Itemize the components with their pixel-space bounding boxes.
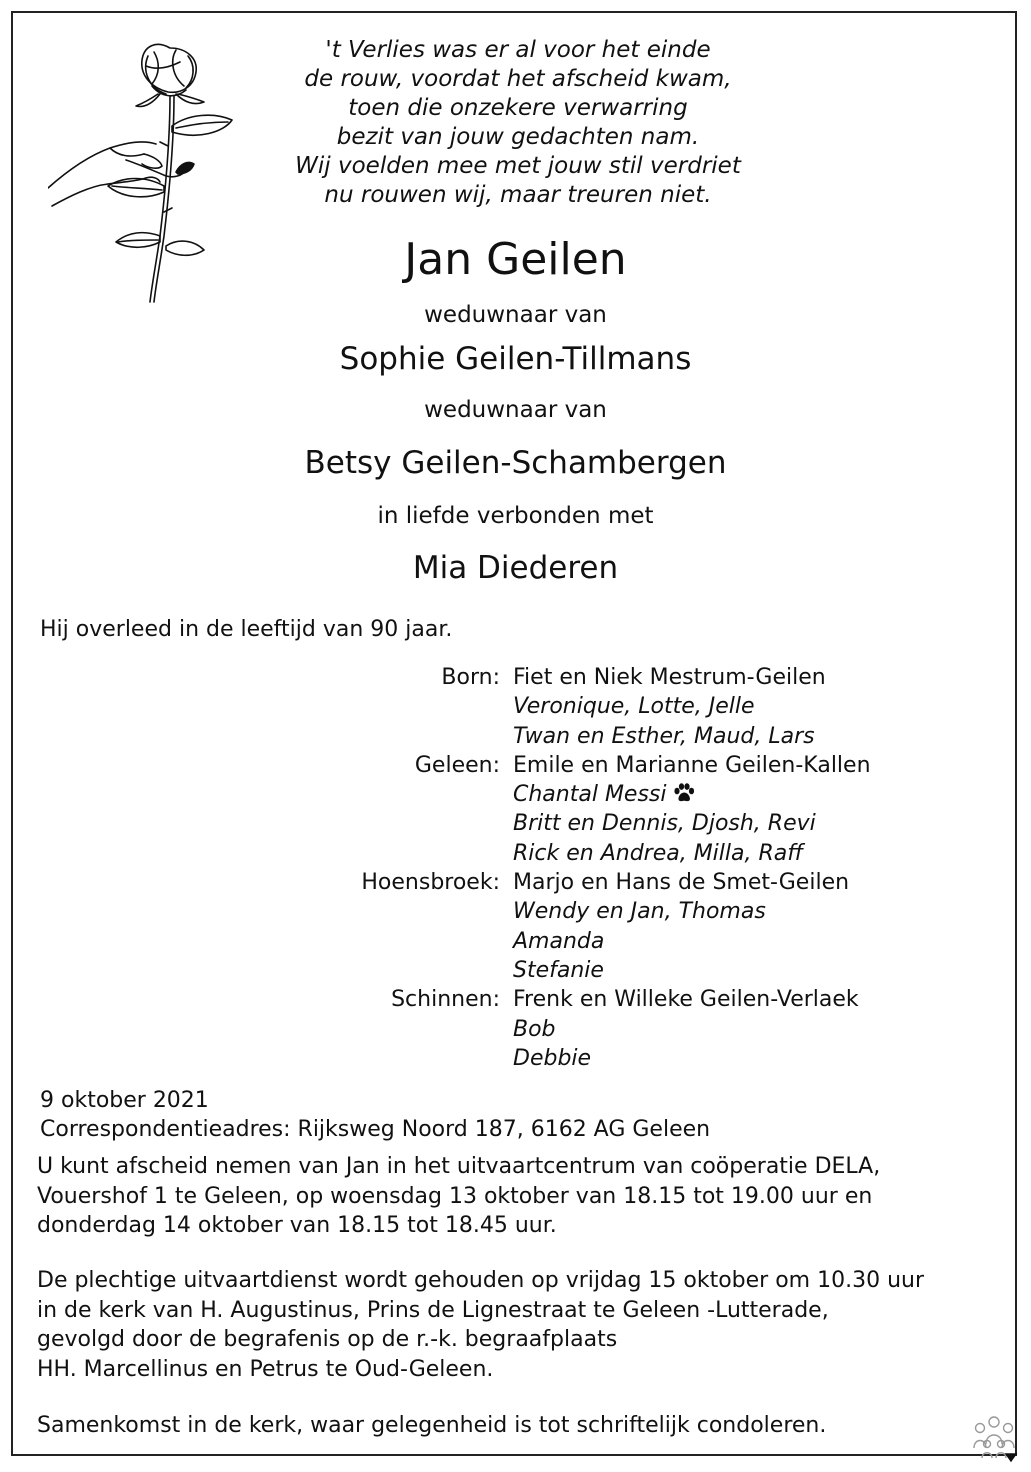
family-grandchildren: Veronique, Lotte, Jelle: [513, 694, 755, 720]
partner-name: Mia Diederen: [412, 550, 619, 586]
relation-label: weduwnaar van: [424, 397, 607, 423]
gathering-line: Samenkomst in de kerk, waar gelegenheid is tot schriftelijk condoleren.: [37, 1413, 827, 1438]
farewell-line: U kunt afscheid nemen van Jan in het uitvaartcentrum van coöperatie DELA,: [37, 1154, 881, 1179]
family-row: [0, 1044, 1031, 1073]
farewell-paragraph: [37, 1152, 1007, 1241]
service-line: in de kerk van H. Augustinus, Prins de Lignestraat te Geleen -Lutterade,: [37, 1297, 829, 1323]
family-row: [0, 692, 1031, 721]
poem-line: Wij voelden mee met jouw stil verdriet: [295, 153, 741, 179]
family-row: [0, 809, 1031, 838]
family-place: Schinnen:: [391, 987, 500, 1013]
relation-label: in liefde verbonden met: [377, 503, 654, 529]
family-grandchildren: [513, 780, 695, 809]
family-row: [0, 722, 1031, 751]
family-names: Emile en Marianne Geilen-Kallen: [513, 752, 871, 778]
family-row: [0, 956, 1031, 985]
family-list: [0, 663, 1031, 1073]
family-names: Fiet en Niek Mestrum-Geilen: [513, 665, 826, 690]
notice-date: 9 oktober 2021: [40, 1088, 209, 1113]
family-row: [0, 868, 1031, 897]
family-names: Marjo en Hans de Smet-Geilen: [513, 870, 850, 896]
gathering-paragraph: [37, 1411, 1007, 1441]
service-line: HH. Marcellinus en Petrus te Oud-Geleen.: [37, 1356, 494, 1382]
family-grandchildren: Wendy en Jan, Thomas: [513, 899, 766, 925]
family-grandchildren: Debbie: [513, 1045, 592, 1071]
partner-name: Betsy Geilen-Schambergen: [304, 445, 727, 481]
family-row: [0, 1015, 1031, 1044]
service-paragraph: [37, 1266, 1007, 1384]
poem-line: nu rouwen wij, maar treuren niet.: [324, 182, 712, 208]
poem: [268, 36, 768, 210]
family-names: Frenk en Willeke Geilen-Verlaek: [513, 987, 859, 1013]
family-grandchildren: Twan en Esther, Maud, Lars: [513, 723, 815, 749]
family-row: [0, 839, 1031, 868]
family-grandchildren: Amanda: [513, 928, 605, 954]
family-row: [0, 985, 1031, 1014]
poem-line: toen die onzekere verwarring: [348, 95, 688, 121]
farewell-line: donderdag 14 oktober van 18.15 tot 18.45 uur.: [37, 1213, 557, 1238]
family-row: [0, 751, 1031, 780]
correspondence-address: Correspondentieadres: Rijksweg Noord 187, 6162 AG Geleen: [40, 1117, 711, 1142]
family-place: Born:: [441, 665, 500, 690]
farewell-line: Vouershof 1 te Geleen, op woensdag 13 oktober van 18.15 tot 19.00 uur en: [37, 1183, 873, 1209]
grandchild-name: Chantal Messi: [513, 782, 667, 808]
service-line: gevolgd door de begrafenis op de r.-k. begraafplaats: [37, 1327, 618, 1352]
poem-line: bezit van jouw gedachten nam.: [336, 124, 700, 150]
family-grandchildren: Rick en Andrea, Milla, Raff: [513, 840, 804, 866]
paw-icon: [673, 783, 695, 803]
family-row: [0, 663, 1031, 692]
age-statement: Hij overleed in de leeftijd van 90 jaar.: [40, 617, 453, 642]
family-logo-icon: [970, 1414, 1018, 1464]
partner-name: Sophie Geilen-Tillmans: [339, 341, 692, 377]
family-place: Geleen:: [414, 752, 500, 778]
family-grandchildren: Stefanie: [513, 957, 604, 983]
relation-label: weduwnaar van: [424, 302, 607, 328]
family-row: [0, 780, 1031, 809]
service-line: De plechtige uitvaartdienst wordt gehouden op vrijdag 15 oktober om 10.30 uur: [37, 1268, 925, 1293]
family-grandchildren: Bob: [513, 1016, 556, 1042]
deceased-name: Jan Geilen: [404, 234, 627, 285]
poem-line: 't Verlies was er al voor het einde: [325, 37, 711, 63]
family-place: Hoensbroek:: [361, 870, 500, 896]
family-grandchildren: Britt en Dennis, Djosh, Revi: [513, 811, 816, 837]
family-row: [0, 897, 1031, 926]
poem-line: de rouw, voordat het afscheid kwam,: [304, 66, 732, 92]
family-row: [0, 927, 1031, 956]
